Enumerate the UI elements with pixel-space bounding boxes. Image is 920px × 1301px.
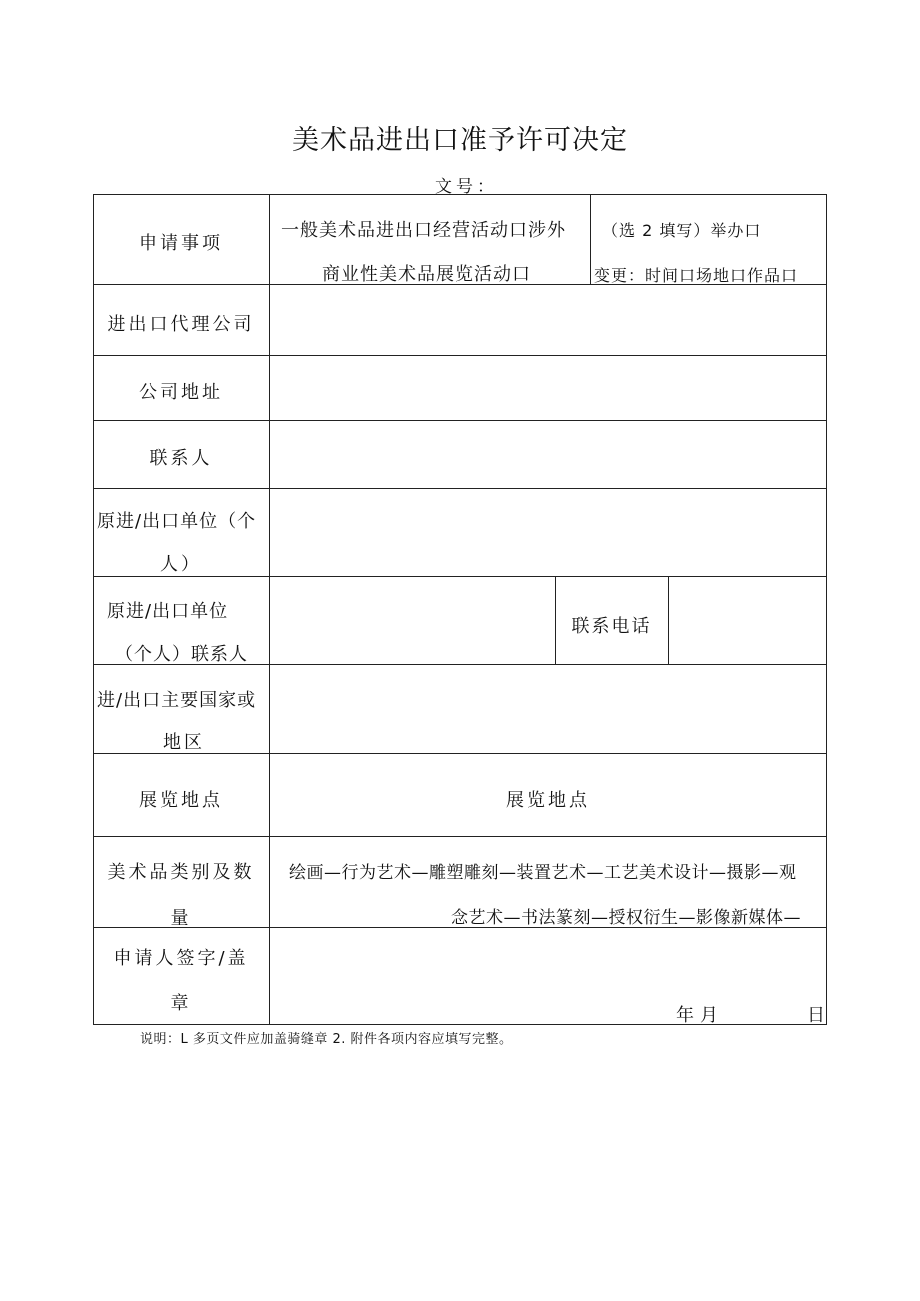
application-extra-line1[interactable]: （选 2 填写）举办口	[602, 221, 762, 240]
row-divider	[93, 488, 827, 489]
doc-number-label: 文号：	[435, 177, 498, 197]
category-value-line2[interactable]: 念艺术—书法篆刻—授权衍生—影像新媒体—	[451, 908, 801, 928]
row-divider	[93, 576, 827, 577]
countries-field[interactable]	[280, 698, 820, 722]
application-label: 申请事项	[139, 233, 223, 254]
row-divider	[93, 420, 827, 421]
phone-field[interactable]	[678, 610, 818, 634]
application-options-line1[interactable]: 一般美术品进出口经营活动口涉外	[281, 220, 566, 241]
countries-label-line2: 地区	[163, 732, 205, 753]
column-divider	[668, 576, 669, 664]
footnote: 说明：L 多页文件应加盖骑缝章 2. 附件各项内容应填写完整。	[140, 1032, 513, 1047]
origin-unit-label-line2: 人）	[160, 554, 202, 575]
exhibition-field[interactable]: 展览地点	[506, 790, 590, 811]
agent-company-field[interactable]	[280, 310, 820, 334]
signature-date-day: 日	[807, 1005, 828, 1026]
application-options-line2[interactable]: 商业性美术品展览活动口	[322, 264, 531, 285]
origin-contact-label-line2: （个人）联系人	[115, 644, 248, 665]
application-extra-line2[interactable]: 变更：时间口场地口作品口	[594, 266, 799, 285]
category-value-line1[interactable]: 绘画—行为艺术—雕塑雕刻—装置艺术—工艺美术设计—摄影—观	[289, 863, 797, 883]
contact-label: 联系人	[149, 448, 213, 469]
column-divider	[590, 194, 591, 284]
category-label-line1: 美术品类别及数	[107, 862, 255, 883]
origin-unit-label-line1: 原进/出口单位（个	[97, 511, 257, 532]
page-title: 美术品进出口准予许可决定	[292, 125, 628, 156]
row-divider	[93, 355, 827, 356]
origin-unit-field[interactable]	[280, 520, 820, 544]
signature-label-line1: 申请人签字/盖	[113, 948, 249, 969]
row-divider	[93, 836, 827, 837]
signature-date-year-month: 年月	[676, 1005, 724, 1026]
category-label-line2: 量	[170, 908, 192, 929]
company-address-field[interactable]	[280, 378, 820, 402]
company-address-label: 公司地址	[139, 382, 223, 403]
agent-company-label: 进出口代理公司	[107, 314, 255, 335]
countries-label-line1: 进/出口主要国家或	[97, 690, 257, 711]
origin-contact-field[interactable]	[280, 610, 545, 634]
column-divider	[269, 194, 270, 1025]
origin-contact-label-line1: 原进/出口单位	[107, 601, 229, 622]
exhibition-label: 展览地点	[139, 790, 223, 811]
contact-field[interactable]	[280, 444, 820, 468]
signature-label-line2: 章	[170, 993, 192, 1014]
phone-label: 联系电话	[571, 616, 652, 637]
